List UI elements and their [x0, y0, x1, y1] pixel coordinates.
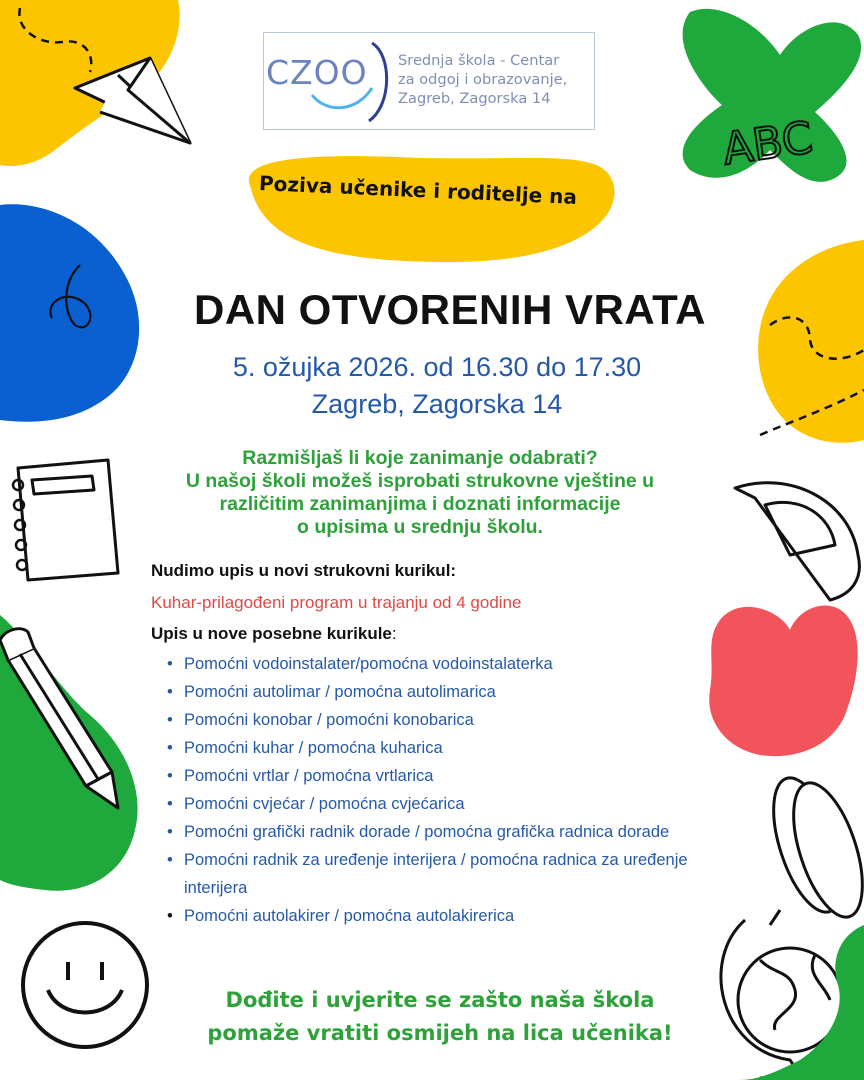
intro-line: o upisima u srednju školu.: [297, 516, 543, 538]
list-item: • Pomoćni konobar / pomoćni konobarica: [167, 706, 747, 734]
list-item: • Pomoćni vodoinstalater/pomoćna vodoinstalaterka: [167, 650, 747, 678]
school-logo: [263, 32, 595, 130]
curriculum-program: Kuhar-prilagođeni program u trajanju od 4 godine: [151, 593, 522, 612]
event-date-time: 5. ožujka 2026. od 16.30 do 17.30: [232, 352, 642, 382]
list-item: • Pomoćni grafički radnik dorade / pomoćna grafička radnica dorade: [167, 818, 747, 846]
special-curricula-heading: [151, 624, 397, 644]
ring-doodle: [760, 770, 864, 925]
intro-line: U našoj školi možeš isprobati strukovne vještine u: [185, 470, 655, 492]
invitation-text: Poziva učenike i roditelje na: [258, 171, 578, 209]
logo-mark: CZOO: [266, 53, 368, 92]
special-heading-text: Upis u nove posebne kurikule: [151, 624, 392, 643]
event-details: [0, 349, 864, 423]
list-item: • Pomoćni vrtlar / pomoćna vrtlarica: [167, 762, 747, 790]
list-item: • Pomoćni autolimar / pomoćna autolimarica: [167, 678, 747, 706]
logo-line: Zagreb, Zagorska 14: [398, 90, 551, 107]
list-item: • Pomoćni radnik za uređenje interijera / pomoćna radnica za uređenje interijera: [167, 846, 747, 902]
intro-line: Razmišljaš li koje zanimanje odabrati?: [242, 447, 598, 469]
logo-line: Srednja škola - Centar: [398, 52, 560, 69]
logo-text: [398, 51, 567, 108]
curriculum-heading: Nudimo upis u novi strukovni kurikul:: [151, 561, 457, 580]
intro-text: [0, 447, 840, 539]
list-item: • Pomoćni autolakirer / pomoćna autolakirerica: [167, 902, 747, 930]
closing-line: Dođite i uvjerite se zašto naša škola: [225, 988, 655, 1012]
yellow-pill-invite: [249, 156, 615, 262]
closing-line: pomaže vratiti osmijeh na lica učenika!: [207, 1021, 673, 1045]
list-item: • Pomoćni kuhar / pomoćna kuharica: [167, 734, 747, 762]
list-item: • Pomoćni cvjećar / pomoćna cvjećarica: [167, 790, 747, 818]
program-list: [167, 650, 747, 930]
logo-arc-icon: [264, 33, 398, 129]
closing-text: [0, 984, 864, 1050]
event-location: Zagreb, Zagorska 14: [311, 389, 563, 419]
special-heading-colon: :: [391, 624, 397, 643]
page-title: DAN OTVORENIH VRATA: [194, 286, 706, 333]
intro-line: različitim zanimanjima i doznati informacije: [219, 493, 621, 515]
abc-doodle: ABC: [719, 112, 816, 176]
logo-line: za odgoj i obrazovanje,: [398, 71, 568, 88]
